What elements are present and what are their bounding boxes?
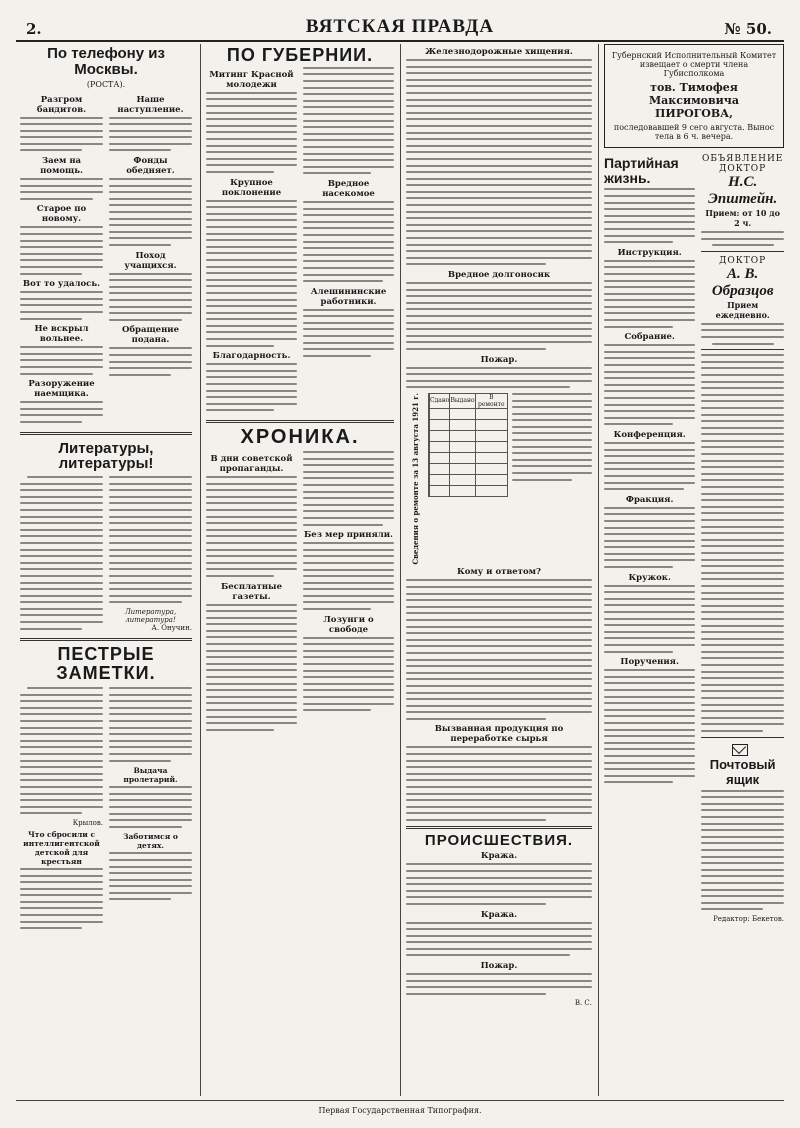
mailbox-label: Почтовый ящик [709, 756, 776, 787]
ad-title: ДОКТОР [719, 164, 767, 174]
news-heading: Вредное насекомое [322, 178, 375, 199]
party-item-heading: Кружок. [628, 572, 671, 583]
notes-item-heading: Выдача пролетарий. [123, 766, 178, 785]
incidents-headline: ПРОИСШЕСТВИЯ. [424, 831, 574, 849]
section-heading: Разоружение наемщика. [28, 379, 95, 400]
section-heading: Обращение подана. [121, 325, 180, 346]
column-1 [20, 44, 192, 934]
statistics-block [406, 393, 592, 565]
column-divider [598, 44, 599, 1096]
obituary-name: тов. Тимофея Максимовича ПИРОГОВА, [649, 81, 739, 120]
chronicle-heading: Без мер приняли. [304, 530, 393, 541]
news-heading: Митинг Красной молодежи [209, 69, 294, 90]
news-heading: Пожар. [480, 354, 518, 365]
incidents-signature: В. С. [574, 999, 592, 1008]
column-divider [200, 44, 201, 1096]
province-news [206, 67, 394, 416]
ad-doctor-name: А. В. Образцов [711, 265, 774, 299]
telegrams [20, 92, 192, 428]
statistics-table [428, 393, 508, 497]
news-heading: Вредное долгоносик [447, 270, 551, 280]
column-4 [604, 44, 784, 923]
party-item-heading: Конференция. [613, 429, 686, 440]
literature-article [20, 476, 192, 634]
party-headline: Партийная жизнь. [604, 155, 679, 186]
section-heading: Фонды обедняет. [126, 156, 175, 177]
chronicle-article [206, 451, 394, 735]
section-heading: Заем на помощь. [40, 156, 83, 177]
section-heading: Поход учащихся. [124, 250, 177, 271]
advertisement-doctor-2 [701, 256, 784, 345]
printer-imprint: Первая Государственная Типография. [318, 1106, 482, 1115]
literature-headline: Литературы, литературы! [58, 439, 154, 473]
chronicle-heading: В дни советской пропаганды. [210, 454, 293, 475]
section-heading: Старое по новому. [36, 204, 87, 225]
section-heading: Наше наступление. [117, 94, 184, 115]
ad-details: Прием: от 10 до 2 ч. [705, 208, 780, 228]
party-section [604, 154, 784, 923]
notes-article [20, 687, 192, 934]
party-item-heading: Поручения. [620, 657, 679, 668]
party-item-heading: Собрание. [624, 332, 675, 343]
chronicle-heading: Бесплатные газеты. [221, 581, 282, 602]
news-heading: Алешининские работники. [310, 286, 387, 307]
ad-doctor-name: Н.С. Эпштейн. [708, 174, 778, 207]
table-header: В ремонте [475, 393, 507, 408]
editor-signature: Редактор: Бекетов. [713, 914, 784, 923]
news-heading: Крупное поклонение [221, 177, 282, 198]
incident-heading: Пожар. [480, 961, 518, 972]
notes-item-heading: Что сбросили с интеллигентской детской для крестьян [23, 829, 100, 866]
notes-signature: Крылов. [72, 818, 103, 827]
obituary-text: Губернский Исполнительный Комитет извещает о смерти члена Губисполкома [611, 51, 777, 78]
column-divider [400, 44, 401, 1096]
obituary-box [604, 44, 784, 148]
ad-title: ДОКТОР [719, 255, 767, 266]
newspaper-title: ВЯТСКАЯ ПРАВДА [305, 16, 495, 37]
incident-heading: Кража. [480, 909, 518, 920]
news-heading: Железнодорожные хищения. [425, 47, 573, 57]
ad-details: Прием ежедневно. [715, 299, 770, 320]
obituary-details: последовавшей 9 сего августа. Вынос тела в 6 ч. вечера. [613, 123, 775, 141]
party-item-heading: Фракция. [625, 494, 674, 505]
section-heading: Не вскрыл вольнее. [34, 324, 89, 345]
province-headline: ПО ГУБЕРНИИ. [226, 45, 374, 65]
mailbox-heading [701, 742, 784, 787]
news-heading: Вызванная продукция по переработке сырья [434, 724, 564, 745]
party-item-heading: Инструкция. [617, 247, 682, 258]
statistics-title: Сведения о ремонте за 13 августа 1921 г. [410, 392, 420, 565]
news-heading: Кому и ответом? [457, 567, 541, 578]
notes-item-heading: Заботимся о детях. [123, 832, 178, 851]
column-3 [406, 44, 592, 1007]
table-header: Выдано [450, 393, 475, 408]
issue-number: № 50. [724, 20, 772, 38]
section-heading: Вот то удалось. [22, 279, 101, 290]
chronicle-heading: Лозунги о свободе [323, 614, 374, 635]
notes-headline: ПЕСТРЫЕ ЗАМЕТКИ. [56, 644, 156, 684]
envelope-icon [732, 744, 748, 756]
page-number: 2. [26, 20, 42, 38]
news-heading: Благодарность. [212, 351, 291, 362]
source-label: (РОСТА). [86, 79, 126, 89]
footer-rule [16, 1100, 784, 1101]
column-2 [206, 44, 394, 735]
table-header: Сдано [430, 393, 450, 408]
header-rule [16, 40, 784, 42]
incident-heading: Кража. [480, 851, 518, 862]
advertisement-doctor-1 [701, 154, 784, 246]
chronicle-headline: ХРОНИКА. [240, 426, 360, 449]
literature-subtitle: Литература, литература! [124, 607, 177, 624]
ad-label: ОБЪЯВЛЕНИЕ [701, 154, 784, 164]
telephone-headline: По телефону из Москвы. [47, 45, 165, 78]
section-heading: Разгром бандитов. [36, 94, 87, 115]
literature-signature: А. Онучин. [151, 623, 192, 632]
